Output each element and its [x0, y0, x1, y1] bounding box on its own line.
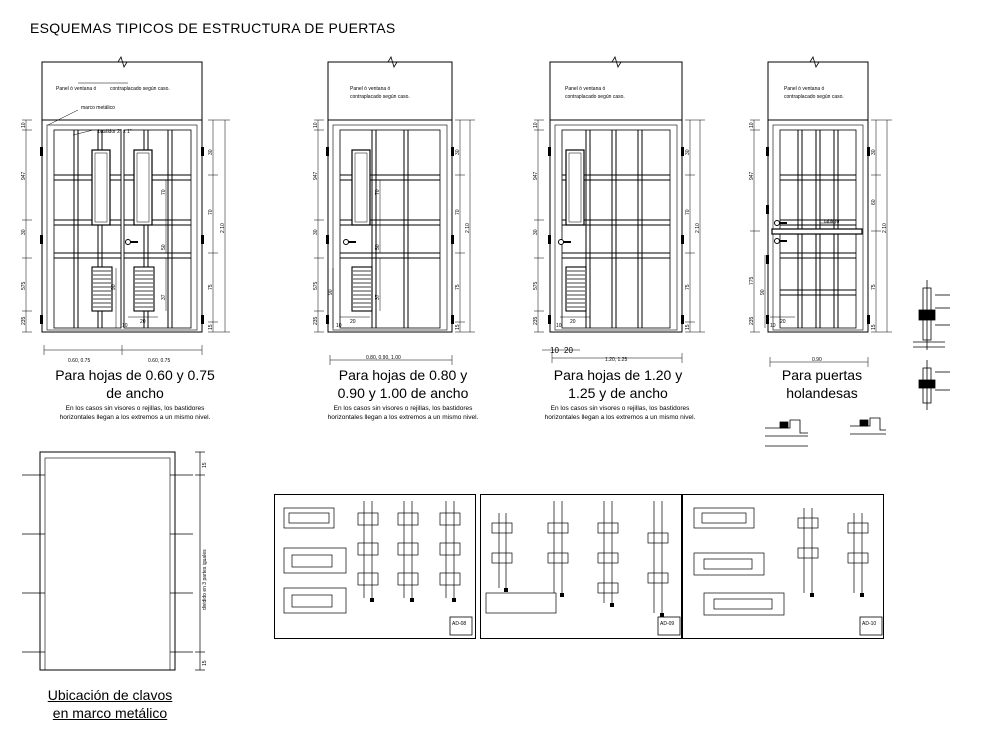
dim-label: 235 [533, 316, 539, 325]
label-bastidor: bastidor 2" x 1" [98, 129, 132, 135]
visor [566, 150, 584, 225]
dim-label: 70 [161, 189, 167, 195]
door-elevation-4 [740, 55, 900, 370]
dim-label: 10 [533, 122, 539, 128]
dim-label: 575 [313, 281, 319, 290]
dim-label: 947 [21, 171, 27, 180]
door-elevation-2 [310, 55, 480, 370]
dim-label: 10 [749, 122, 755, 128]
sheet-code: AD-10 [862, 621, 877, 627]
width-label: 0.60, 0.75 [68, 358, 91, 364]
dim-label: 70 [685, 209, 691, 215]
dim-label: 75 [685, 284, 691, 290]
dim-label: 30 [21, 229, 27, 235]
dim-label: 20 [564, 346, 573, 355]
width-label: 0.60, 0.75 [148, 358, 171, 364]
label-frame: marco metálico [81, 105, 115, 111]
louver-grille [134, 267, 154, 311]
door-handle [559, 240, 564, 245]
dim-label: 15 [871, 324, 877, 330]
door-frame [768, 120, 868, 332]
caption-door-1: Para hojas de 0.60 y 0.75 de ancho [55, 367, 215, 401]
side-label: dividido en 3 partes iguales [202, 549, 208, 610]
width-label: 0.80, 0.90, 1.00 [366, 355, 401, 361]
dim-label: 10 [122, 323, 128, 329]
door-handle [344, 240, 349, 245]
section-detail-vertical [905, 280, 965, 420]
detail-sheets-strip [274, 493, 886, 641]
panel-note-1: Panel ó ventana ó [56, 86, 97, 92]
dim-label: 10 [550, 346, 559, 355]
dim-label: 90 [111, 284, 117, 290]
note-door-2: En los casos sin visores o rejillas, los bastidores horizontales llegan a los extremos a un mismo nivel. [327, 405, 479, 421]
label-tablero: tablero [824, 219, 840, 225]
dim-label: 10 [21, 122, 27, 128]
dim-label: 50 [375, 244, 381, 250]
door-frame [42, 120, 202, 332]
caption-door-4: Para puertas holandesas [781, 367, 863, 401]
dim-label: 30 [533, 229, 539, 235]
dim-label: 575 [533, 281, 539, 290]
dim-label: 575 [21, 281, 27, 290]
dim-label: 947 [533, 171, 539, 180]
louver-grille [566, 267, 586, 311]
louver-grille [352, 267, 372, 311]
dim-label: 15 [208, 324, 214, 330]
panel-note-2: contraplacado según caso. [784, 94, 844, 100]
dim-label: 235 [313, 316, 319, 325]
dim-label: 10 [336, 323, 342, 329]
dim-label: 75 [871, 284, 877, 290]
dim-label: 30 [208, 149, 214, 155]
door-elevation-1 [18, 55, 238, 370]
dim-label: 10 [770, 323, 776, 329]
dim-label: 2.10 [465, 223, 471, 233]
dim-label: 10 [313, 122, 319, 128]
dim-label: 775 [749, 276, 755, 285]
door-handle [775, 239, 780, 244]
dim-label: 90 [328, 289, 334, 295]
dim-label: 15 [455, 324, 461, 330]
dim-label: 90 [760, 289, 766, 295]
nail-frame-diagram [20, 440, 220, 680]
dim-label: 30 [871, 149, 877, 155]
metal-frame [40, 452, 175, 670]
caption-nail-frame: Ubicación de clavos en marco metálico [47, 687, 173, 721]
dim-label: 2.10 [695, 223, 701, 233]
sheet-code: AD-08 [452, 621, 467, 627]
dim-label: 947 [749, 171, 755, 180]
dim-label: 37 [375, 294, 381, 300]
louver-grille [92, 267, 112, 311]
sheet-code: AD-09 [660, 621, 675, 627]
panel-note-1: Panel ó ventana ó [784, 86, 825, 92]
tablero-shelf [772, 229, 862, 234]
dim-label: 20 [140, 319, 146, 325]
panel-note-1: Panel ó ventana ó [565, 86, 606, 92]
dim-label: 30 [455, 149, 461, 155]
dim-label: 947 [313, 171, 319, 180]
page-title: ESQUEMAS TIPICOS DE ESTRUCTURA DE PUERTAS [30, 20, 396, 36]
door-handle [775, 221, 780, 226]
dim-label: 50 [161, 244, 167, 250]
dim-label: 15 [202, 660, 208, 666]
dim-label: 70 [208, 209, 214, 215]
dim-label: 75 [455, 284, 461, 290]
section-detail-plan [760, 408, 890, 453]
dim-label: 235 [749, 316, 755, 325]
dim-label: 15 [202, 462, 208, 468]
panel-note-2: contraplacado según caso. [350, 94, 410, 100]
dim-label: 2.10 [220, 223, 226, 233]
panel-note-2: contraplacado según caso. [110, 86, 170, 92]
dim-label: 70 [455, 209, 461, 215]
dim-label: 37 [161, 294, 167, 300]
detail-sheet-1 [275, 495, 476, 639]
note-door-3: En los casos sin visores o rejillas, los bastidores horizontales llegan a los extremos a un mismo nivel. [544, 405, 696, 421]
dim-label: 235 [21, 316, 27, 325]
panel-note-1: Panel ó ventana ó [350, 86, 391, 92]
caption-door-2: Para hojas de 0.80 y 0.90 y 1.00 de ancho [337, 367, 469, 401]
dim-label: 70 [375, 189, 381, 195]
visor [92, 150, 110, 225]
dim-label: 75 [208, 284, 214, 290]
note-door-1: En los casos sin visores o rejillas, los bastidores horizontales llegan a los extremos a un mismo nivel. [59, 405, 211, 421]
width-label: 1.20, 1.25 [605, 357, 628, 363]
panel-note-2: contraplacado según caso. [565, 94, 625, 100]
door-handle [126, 240, 131, 245]
dim-label: 2.10 [882, 223, 888, 233]
dim-label: 30 [313, 229, 319, 235]
width-label: 0.90 [812, 357, 822, 363]
dim-label: 15 [685, 324, 691, 330]
detail-sheet-3 [683, 495, 884, 639]
door-frame [328, 120, 452, 332]
caption-door-3: Para hojas de 1.20 y 1.25 y de ancho [553, 367, 683, 401]
dim-label: 20 [780, 319, 786, 325]
dim-label: 20 [570, 319, 576, 325]
dim-label: 60 [871, 199, 877, 205]
visor [352, 150, 370, 225]
detail-sheet-2 [481, 495, 682, 639]
dim-label: 30 [685, 149, 691, 155]
visor [134, 150, 152, 225]
door-elevation-3 [520, 55, 710, 370]
dim-label: 10 [556, 323, 562, 329]
dim-label: 20 [350, 319, 356, 325]
